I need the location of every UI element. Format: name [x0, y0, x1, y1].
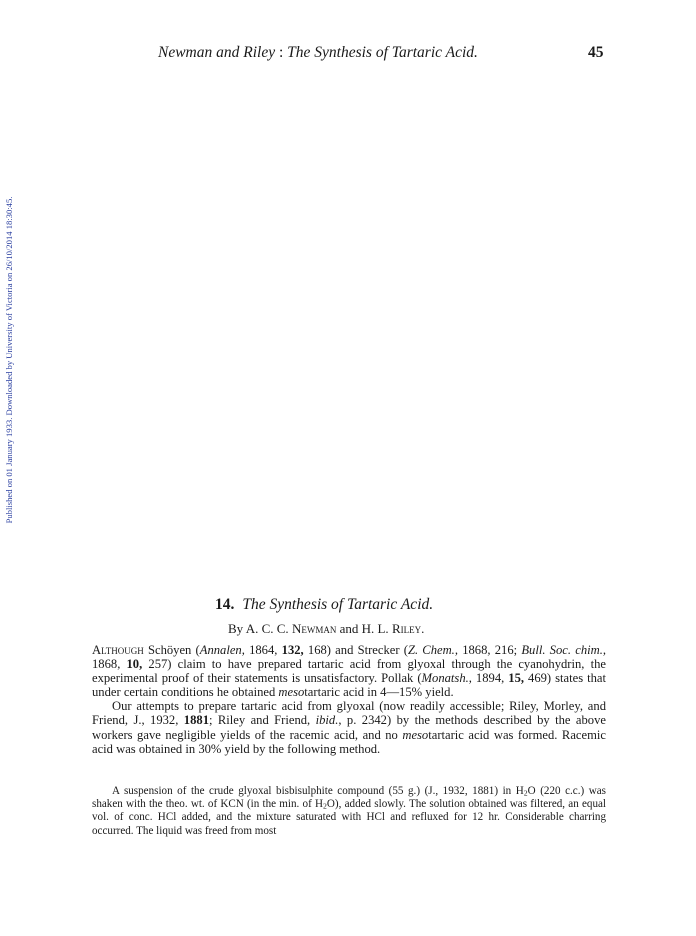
body-text — [92, 643, 606, 756]
text-run: 469) states that under certain conditions he obtained — [92, 671, 606, 700]
text-run: A suspension of the crude glyoxal bisbisulphite compound (55 g.) (J., 1932, 1881) in H — [112, 785, 524, 797]
text-run: tartaric acid was formed. Racemic acid was obtained in 30% yield by the following method. — [92, 727, 606, 756]
byline-prefix: By A. C. C. — [228, 621, 292, 636]
text-run: Our attempts to prepare tartaric acid from glyoxal (now readily accessible; Riley, Morley, and Friend, J., 1932, — [92, 699, 606, 728]
paragraph-experimental — [92, 785, 606, 838]
volume-ref: 132, — [281, 643, 304, 657]
text-run: 1894, — [471, 671, 509, 686]
experimental-section — [92, 785, 606, 838]
journal-ref: Bull. Soc. chim., — [521, 643, 607, 657]
article-title-text: The Synthesis of Tartaric Acid. — [242, 596, 434, 613]
download-sidebar — [2, 150, 16, 570]
subscript: 2 — [323, 801, 327, 811]
meso-term: meso — [278, 685, 305, 700]
running-head-title: The Synthesis of Tartaric Acid. — [287, 44, 478, 61]
volume-ref: 15, — [508, 671, 525, 686]
byline-suffix: . — [421, 621, 425, 636]
meso-term: meso — [402, 727, 429, 742]
lead-word: Although — [92, 643, 144, 657]
author-riley: Riley — [391, 621, 422, 636]
text-run: ; Riley and Friend, — [208, 713, 316, 728]
byline-middle: and H. L. — [336, 621, 392, 636]
journal-ref: Z. Chem., — [407, 643, 458, 657]
volume-ref: 1881 — [183, 713, 209, 728]
article-number: 14. — [215, 596, 235, 613]
page-number: 45 — [588, 44, 604, 61]
paragraph-attempts — [92, 699, 606, 755]
text-run: tartaric acid in 4—15% yield. — [304, 685, 454, 700]
text-run: 1864, — [244, 643, 282, 657]
paragraph-intro — [92, 643, 606, 699]
author-newman: Newman — [291, 621, 337, 636]
text-run: 1868, 216; — [457, 643, 522, 657]
byline — [228, 621, 528, 637]
download-notice[interactable]: Published on 01 January 1933. Downloaded by University of Victoria on 26/10/2014 18:30:45. — [4, 196, 14, 524]
text-run: 1868, — [92, 657, 127, 672]
text-run: , p. 2342) by the methods described by the above workers gave negligible yields of the racemic acid, and no — [92, 713, 606, 742]
journal-ref: Annalen, — [199, 643, 245, 657]
text-run: O (220 c.c.) was shaken with the theo. wt. of KCN (in the min. of H — [92, 785, 606, 811]
volume-ref: 10, — [126, 657, 143, 672]
text-run: 168) and Strecker ( — [303, 643, 408, 657]
article-title — [215, 596, 515, 614]
running-head-authors: Newman and Riley — [158, 44, 276, 61]
text-run: Schöyen ( — [143, 643, 200, 657]
text-run: 257) claim to have prepared tartaric acid from glyoxal through the cyanohydrin, the experimental proof of their statements is unsatisfactory. Pollak ( — [92, 657, 606, 686]
subscript: 2 — [523, 788, 528, 798]
journal-ref: Monatsh., — [421, 671, 472, 686]
running-head — [158, 44, 608, 62]
text-run: O), added slowly. The solution obtained was filtered, an equal vol. of conc. HCl added, and the mixture saturated with HCl and refluxed for 12 hr. Considerable charring occurred. The liquid was freed from most — [92, 798, 606, 837]
running-head-separator: : — [275, 44, 288, 61]
ibid-ref: ibid. — [315, 713, 339, 728]
